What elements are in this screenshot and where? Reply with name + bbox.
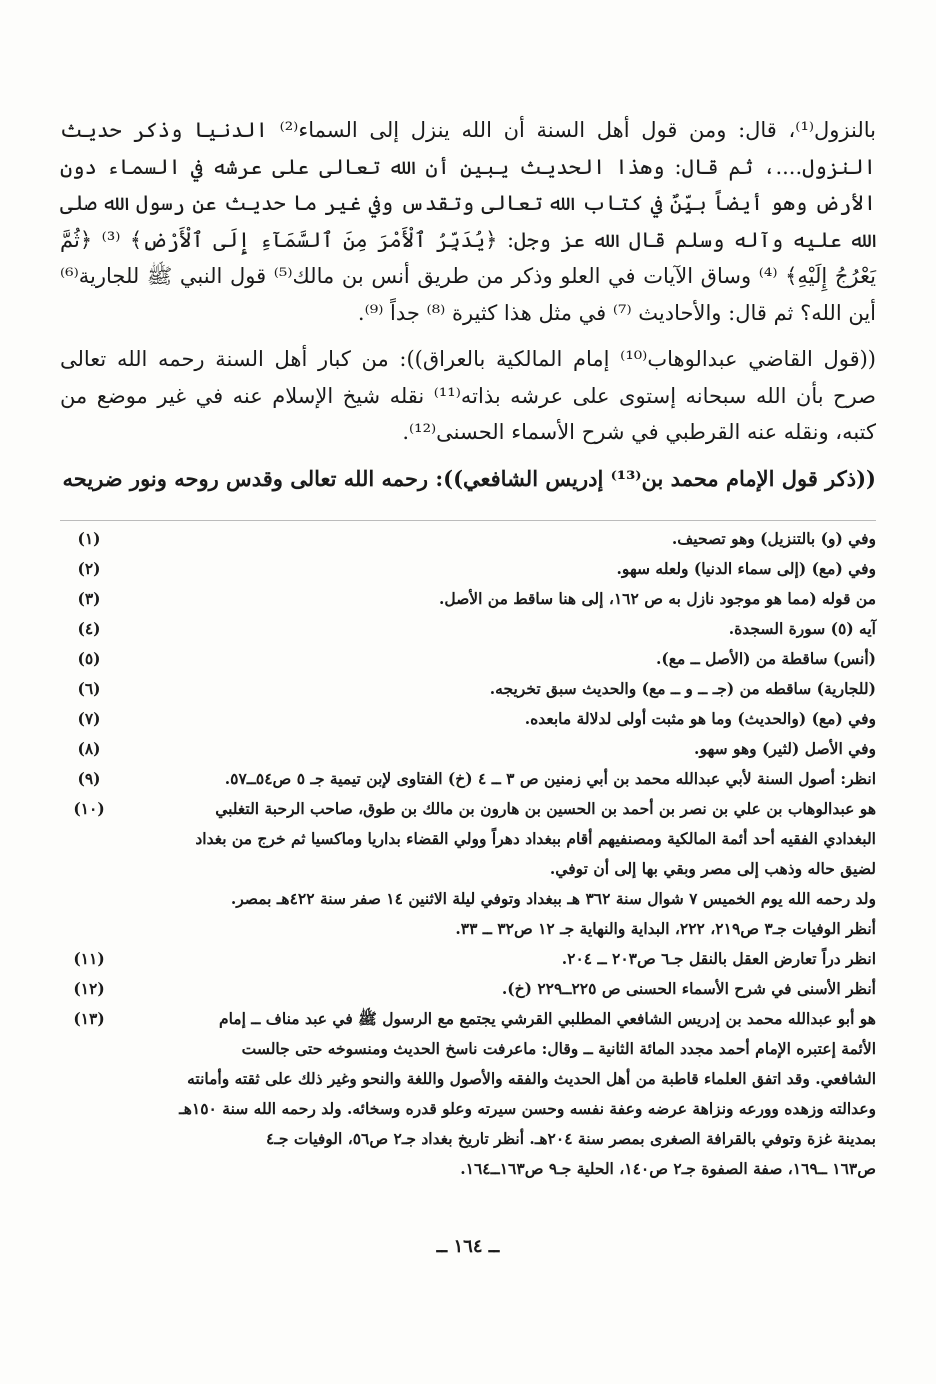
footnote-number: (١٢) bbox=[73, 979, 105, 998]
footnote bbox=[60, 554, 876, 584]
footnote-number: (٧) bbox=[77, 709, 101, 728]
footnote-text bbox=[118, 524, 876, 554]
page-number: ــ ١٦٤ ــ bbox=[436, 1236, 500, 1257]
paragraph-shafii: ((ذكر قول الإمام محمد بن⁽¹³⁾ إدريس الشافعي)): رحمه الله تعالى وقدس روحه ونور ضريحه bbox=[62, 465, 876, 491]
footnote bbox=[60, 764, 876, 794]
footnote-line: (أنس) ساقطة من (الأصل ــ مع). bbox=[655, 649, 876, 668]
footnote-number: (١٠) bbox=[73, 799, 105, 818]
footnote-line: بمدينة غزة وتوفي بالقرافة الصغرى بمصر سنة ٢٠٤هـ. أنظر تاريخ بغداد جـ٢ ص٥٦، الوفيات جـ٤ bbox=[266, 1129, 876, 1148]
footnote-number: (٩) bbox=[77, 769, 101, 788]
footnote-number: (١١) bbox=[73, 949, 105, 968]
footnote-number: (٨) bbox=[77, 739, 101, 758]
footnote bbox=[60, 674, 876, 704]
footnote-line: وفي (و) بالتنزيل) وهو تصحيف. bbox=[671, 529, 876, 548]
footnote-text bbox=[118, 584, 876, 614]
footnote bbox=[60, 794, 876, 944]
footnote bbox=[60, 704, 876, 734]
main-text bbox=[60, 112, 876, 497]
paragraph-abdulwahhab: ((قول القاضي عبدالوهاب⁽¹⁰⁾ إمام المالكية بالعراق)): من كبار أهل السنة رحمه الله تعالى صرح بأن الله سبحانه إستوى على عرشه بذاته⁽¹¹⁾ نقله شيخ الإسلام عنه في غير موضع من كتبه، ونقله عنه القرطبي في شرح الأسماء الحسنى⁽¹²⁾. bbox=[60, 347, 876, 444]
footnote-line: (للجارية) ساقطه من (جـ ــ و ــ مع) والحديث سبق تخريجه. bbox=[489, 679, 876, 698]
footnote-line: انظر: أصول السنة لأبي عبدالله محمد بن أبي زمنين ص ٣ ــ ٤ (خ) الفتاوى لإبن تيمية جـ ٥ ص٥٤ــ٥٧. bbox=[224, 769, 876, 788]
footnote-text bbox=[118, 764, 876, 794]
footnote-line: آيه (٥) سورة السجدة. bbox=[728, 619, 876, 638]
footnote bbox=[60, 1004, 876, 1184]
footnote-text bbox=[118, 974, 876, 1004]
footnote bbox=[60, 614, 876, 644]
footnote-text bbox=[118, 554, 876, 584]
footnote-number: (٥) bbox=[77, 649, 101, 668]
footnote-text bbox=[118, 944, 876, 974]
footnote-text bbox=[118, 614, 876, 644]
footnotes bbox=[60, 524, 876, 1184]
footnote-text bbox=[118, 794, 876, 944]
footnote bbox=[60, 974, 876, 1004]
footnote-line: البغدادي الفقيه أحد أئمة المالكية ومصنفيهم أقام ببغداد دهراً وولي القضاء بداريا وماكسيا ثم خرج من بغداد bbox=[195, 829, 876, 848]
footnote-number: (١٣) bbox=[73, 1009, 105, 1028]
footnote bbox=[60, 644, 876, 674]
footnote-text bbox=[118, 674, 876, 704]
footnote bbox=[60, 584, 876, 614]
footnote-line: ص١٦٣ ــ١٦٩، صفة الصفوة جـ٢ ص١٤٠، الحلية جـ٩ ص١٦٣ــ١٦٤. bbox=[460, 1159, 876, 1178]
footnote-line: وفي (مع) (والحديث) وما هو مثبت أولى لدلالة مابعده. bbox=[524, 709, 876, 728]
footnote-line: أنظر الأسنى في شرح الأسماء الحسنى ص ٢٢٥ــ٢٢٩ (خ). bbox=[501, 979, 876, 998]
footnote-line: وفي (مع) (إلى سماء الدنيا) ولعله سهو. bbox=[616, 559, 876, 578]
footnote-line: هو أبو عبدالله محمد بن إدريس الشافعي المطلبي القرشي يجتمع مع الرسول ﷺ في عبد مناف ــ إمام bbox=[218, 1009, 876, 1028]
footnote-line: أنظر الوفيات جـ٣ ص٢١٩، ٢٢٢، البداية والنهاية جـ ١٢ ص٣٢ ــ ٣٣. bbox=[455, 919, 876, 938]
footnote-text bbox=[118, 1004, 876, 1184]
footnote-text bbox=[118, 704, 876, 734]
footnote-line: هو عبدالوهاب بن علي بن نصر بن أحمد بن الحسين بن هارون بن مالك بن طوق، صاحب الرحبة التغلبي bbox=[215, 799, 876, 818]
footnote-number: (٣) bbox=[77, 589, 101, 608]
footnote-line: وفي الأصل (لثير) وهو سهو. bbox=[694, 739, 876, 758]
footnote-line: انظر دراً تعارض العقل بالنقل جـ٦ ص٢٠٣ ــ ٢٠٤. bbox=[561, 949, 876, 968]
footnote-line: وعدالته وزهده وورعه ونزاهة عرضه وعفة نفسه وحسن سيرته وعلو قدره وسخائه. ولد رحمه الله سنة ١٥٠هـ bbox=[179, 1099, 876, 1118]
footnote-line: لضيق حاله وذهب إلى مصر وبقي بها إلى أن توفي. bbox=[549, 859, 876, 878]
footnote-line: ولد رحمه الله يوم الخميس ٧ شوال سنة ٣٦٢ هـ ببغداد وتوفي ليلة الاثنين ١٤ صفر سنة ٤٢٢هـ بمصر. bbox=[230, 889, 876, 908]
footnote-line: الشافعي. وقد اتفق العلماء قاطبة من أهل الحديث والفقه والأصول واللغة والنحو وغير ذلك على ثقته وأمانته bbox=[187, 1069, 876, 1088]
footnote-number: (٢) bbox=[77, 559, 101, 578]
paragraph-nuzul: بالنزول⁽¹⁾، قال: ومن قول أهل السنة أن الله ينزل إلى السماء⁽²⁾ الدنيا وذكر حديث النزول....، ثم قال: وهذا الحديث يبين أن الله تعالى على عرشه في السماء دون الأرض وهو أيضاً بيِّنٌ في كتاب الله تعالى وتقدس وفي غير ما حديث عن رسول الله صلى الله عليه وآله وسلم قال الله عز وجل: ﴿يُدَبِّرُ ٱلْأَمْرَ مِنَ ٱلسَّمَآءِ إِلَى ٱلْأَرْضِ﴾ ⁽³⁾ ﴿ثُمَّ يَعْرُجُ إِلَيْهِ﴾ ⁽⁴⁾ وساق الآيات في العلو وذكر من طريق أنس بن مالك⁽⁵⁾ قول النبي ﷺ للجارية⁽⁶⁾ أين الله؟ ثم قال: والأحاديث ⁽⁷⁾ في مثل هذا كثيرة ⁽⁸⁾ جداً ⁽⁹⁾. bbox=[60, 118, 876, 325]
footnote bbox=[60, 524, 876, 554]
footnote-line: من قوله (مما هو موجود نازل به ص ١٦٢، إلى هنا ساقط من الأصل. bbox=[438, 589, 876, 608]
footnote-text bbox=[118, 734, 876, 764]
footnote bbox=[60, 734, 876, 764]
footnote bbox=[60, 944, 876, 974]
footnote-text bbox=[118, 644, 876, 674]
footnote-divider bbox=[60, 520, 876, 521]
footnote-number: (٤) bbox=[77, 619, 101, 638]
footnote-number: (٦) bbox=[77, 679, 101, 698]
footnote-line: الأئمة إعتبره الإمام أحمد مجدد المائة الثانية ــ وقال: ماعرفت ناسخ الحديث ومنسوخه حتى جالست bbox=[241, 1039, 876, 1058]
footnote-number: (١) bbox=[77, 529, 101, 548]
